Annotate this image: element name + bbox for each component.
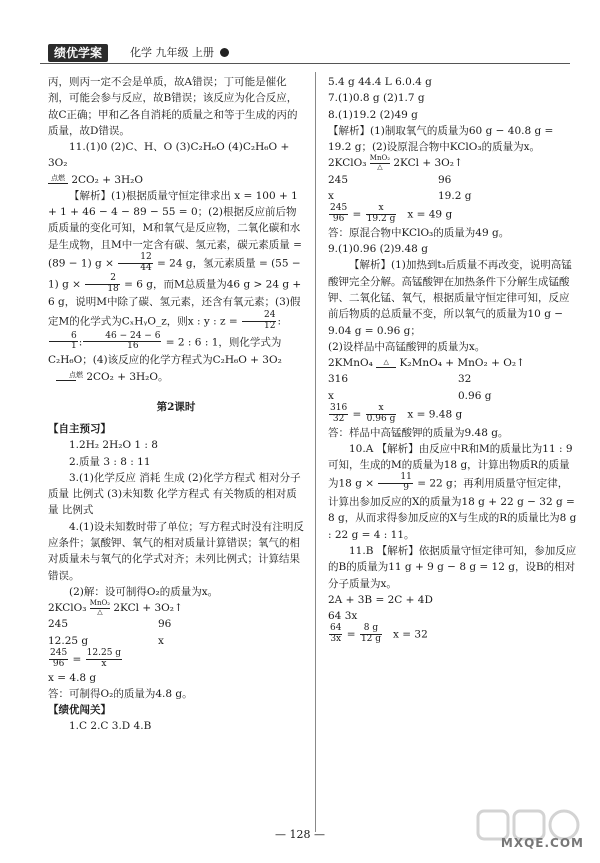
answer-7: 7.(1)0.8 g (2)1.7 g	[328, 92, 425, 105]
preview-1: 1.2H₂ 2H₂O 1 : 8	[69, 439, 158, 452]
right-column	[328, 74, 578, 645]
left-column	[48, 74, 304, 735]
denominator: 9	[403, 483, 409, 494]
denominator: 18	[107, 283, 119, 294]
header-info	[130, 44, 229, 62]
arrow-icon	[48, 183, 68, 184]
numerator: 6	[49, 332, 78, 343]
denominator: 12	[264, 320, 276, 331]
fraction	[366, 204, 397, 225]
mass-value: 96	[438, 173, 452, 186]
numerator: 245	[330, 203, 348, 214]
section-title: 第2课时	[156, 400, 196, 413]
heat-symbol: △	[97, 608, 103, 617]
value-row	[328, 188, 578, 204]
given-value: 19.2 g	[438, 189, 472, 202]
explanation-part: = 6 g，而M总质量为46 g > 24 g + 6 g，说明M中除了碳、氢元素，还含有氧元素；(3)假定M的化学式为CₓHᵧO_z，则x : y : z =	[48, 278, 302, 328]
header-rule	[40, 63, 570, 64]
catalyst-text: MnO₂	[369, 154, 391, 163]
subsection-preview: 【自主预习】	[48, 423, 111, 436]
numerator: 8 g	[360, 624, 382, 635]
column-divider	[315, 72, 316, 832]
heat-symbol: △	[377, 163, 383, 172]
reaction-condition	[90, 600, 110, 616]
denominator: 96	[52, 658, 65, 669]
fraction	[329, 404, 348, 425]
result: x = 4.8 g	[48, 671, 97, 684]
reactant-text: 2KClO₃	[48, 602, 87, 615]
explanation-11: 【解析】(1)根据质量守恒定律求出 x = 100 + 1 + 1 + 46 − 4 − 89 − 55 = 0；(2)根据反应前后物质质量的变化可知，M和氧气是反应物，二氧化碳和水是生成物，且M中一定含有碳、氢元素，碳元素质量 = (89 − 1) g × $\frac{12}{44}$ = 24 g，氢元素质量 = (55 − 1) g × $\frac{2}{18}$ = 6 g，而M总质量为46 g > 24 g + 6 g，说明M中除了碳、氢元素，还含有氧元素；(3)假定M的化学式为CₓHᵧO_z，则x : y : z = $\frac{24}{12}$ : $\frac{6}{1}$ : $\frac{46 - 24 - 6}{16}$ = 2 : 6 : 1，则化学式为C₂H₆O；(4)该反应的化学方程式为C₂H₆O + 3O₂ 点燃 2CO₂ + 3H₂O。	[48, 189, 302, 383]
denominator: 16	[127, 341, 139, 352]
result: x = 49 g	[407, 208, 453, 221]
reactant-text: 2KMnO₄	[328, 357, 373, 370]
subsection-challenge: 【绩优闯关】	[48, 704, 111, 717]
fraction	[329, 624, 342, 645]
answer-11	[48, 139, 304, 172]
proportion: $\frac{316}{32}$ = $\frac{x}{0.96 g}$ x = 9.48 g	[330, 402, 463, 424]
given-value: x	[158, 634, 164, 647]
denominator: 44	[140, 262, 152, 273]
numerator: x	[366, 404, 397, 415]
brand-label: 绩优学案	[48, 44, 108, 62]
preview-4: 4.(1)设未知数时带了单位；写方程式时没有注明反应条件；氯酸钾、氧气的相对质量计算错误；氧气的相对质量未与氧气的化学式对齐；未列比例式；计算结果错误。	[48, 520, 304, 582]
numerator: x	[366, 204, 397, 215]
reaction-condition	[370, 155, 390, 171]
fraction	[118, 253, 152, 274]
mass-value: 245	[328, 173, 349, 186]
fraction	[329, 204, 348, 225]
challenge-answers: 1.C 2.C 3.D 4.B	[69, 720, 152, 733]
result: x = 9.48 g	[407, 408, 463, 421]
explanation-part: = 22 g；再利用质量守恒定律，计算出参加反应的X的质量为18 g + 22 g − 32 g = 8 g，从而求得参加反应的X与生成的R的质量比为8 g : 22 g = 4 : 11。	[328, 477, 577, 541]
mass-value: 32	[458, 373, 472, 386]
page-header	[40, 44, 570, 64]
fraction	[49, 649, 68, 670]
value-row	[328, 388, 578, 404]
condition-text: 点燃	[69, 371, 83, 380]
denominator: 32	[332, 413, 345, 424]
explanation-part: = 24 g，氢元素质量 = (55 − 1) g ×	[48, 257, 301, 291]
fraction	[49, 332, 78, 353]
numerator: 2	[85, 274, 119, 285]
explanation-part: 2CO₂ + 3H₂O。	[86, 370, 169, 383]
denominator: 96	[332, 214, 345, 225]
products-text: 2CO₂ + 3H₂O	[71, 173, 144, 186]
answer-10	[328, 441, 578, 543]
header-info-text: 化学 九年级 上册	[130, 46, 214, 59]
condition-text: 点燃	[51, 174, 65, 183]
denominator: 3x	[330, 634, 342, 645]
explanation-8: 【解析】(1)制取氧气的质量为60 g − 40.8 g = 19.2 g；(2)设原混合物中KClO₃的质量为x。	[328, 124, 554, 154]
reaction-condition	[48, 175, 68, 184]
explanation-part: 【解析】(1)根据质量守恒定律求出 x = 100 + 1 + 1 + 46 − 4 − 89 − 55 = 0；(2)根据反应前后物质质量的变化可知，M和氧气是反应物，二氧化碳和水是生成物，且M中一定含有碳、氢元素，碳元素质量 = (89 − 1) g ×	[48, 189, 302, 270]
answer-5-6: 5.4 g 44.4 L 6.0.4 g	[328, 76, 432, 88]
denominator: 1	[71, 341, 77, 352]
equation-line-2	[328, 355, 578, 371]
value-row	[48, 633, 304, 649]
fraction	[378, 473, 412, 494]
numerator: 245	[50, 647, 68, 658]
fraction	[366, 404, 397, 425]
product-text: 2KCl + 3O₂↑	[393, 157, 463, 170]
answer-sentence: 答：可制得O₂的质量为4.8 g。	[48, 687, 193, 700]
dot-icon	[220, 48, 229, 57]
equation-line	[48, 600, 304, 616]
answer-11-text: 11.(1)0 (2)C、H、O (3)C₂H₆O (4)C₂H₆O + 3O₂	[48, 141, 290, 170]
mass-row	[328, 371, 578, 387]
preview-4-2: (2)解：设可制得O₂的质量为x。	[69, 585, 219, 598]
proportion: $\frac{245}{96}$ = $\frac{12.25 g}{x}$	[50, 647, 122, 669]
numerator: 316	[330, 402, 348, 413]
numerator: 64	[330, 623, 342, 634]
denominator: x	[101, 658, 107, 669]
numerator: 46 − 24 − 6	[83, 332, 161, 343]
given-value: x	[328, 189, 334, 202]
denominator: 0.96 g	[366, 413, 396, 424]
fraction	[85, 274, 119, 295]
arrow-icon	[56, 380, 76, 381]
proportion: $\frac{64}{3x}$ = $\frac{8 g}{12 g}$ x = 32	[330, 623, 428, 645]
equation-11-mass: 64 3x	[328, 610, 358, 623]
fraction	[242, 311, 276, 332]
mass-row	[328, 172, 578, 188]
proportion: $\frac{245}{96}$ = $\frac{x}{19.2 g}$ x = 49 g	[330, 203, 453, 225]
reaction-condition	[48, 372, 83, 381]
product-text: 2KCl + 3O₂↑	[113, 602, 183, 615]
equation-11: 2A + 3B = 2C + 4D	[328, 593, 433, 606]
given-value: 12.25 g	[48, 634, 89, 647]
watermark-text: MXQE.COM	[500, 836, 584, 851]
reactant-text: 2KClO₃	[328, 157, 367, 170]
heat-symbol: △	[383, 357, 389, 366]
result: x = 32	[393, 628, 428, 641]
arrow-icon	[376, 367, 396, 368]
catalyst-text: MnO₂	[89, 599, 111, 608]
given-value: 0.96 g	[458, 389, 492, 402]
fraction	[83, 332, 161, 353]
answer-11-products	[48, 172, 304, 188]
answer-11b: 11.B 【解析】依据质量守恒定律可知，参加反应的B的质量为11 g + 9 g − 8 g = 12 g，设B的相对分子质量为x。	[328, 544, 577, 590]
answer-9: 9.(1)0.96 (2)9.48 g	[328, 243, 428, 256]
mass-value: 245	[48, 618, 69, 631]
explanation-9: 【解析】(1)加热到t₃后质量不再改变，说明高锰酸钾完全分解。高锰酸钾在加热条件下分解生成锰酸钾、二氧化锰、氧气，根据质量守恒定律可知，反应前后物质的总质量不变，所以氧气的质量为10 g − 9.04 g = 0.96 g；	[328, 259, 572, 337]
equation-line	[328, 155, 578, 171]
product-text: K₂MnO₄ + MnO₂ + O₂↑	[399, 357, 525, 370]
fraction	[86, 649, 122, 670]
reaction-condition	[376, 359, 396, 368]
given-value: x	[328, 389, 334, 402]
denominator: 12 g	[360, 634, 382, 645]
explanation-9-2: (2)设样品中高锰酸钾的质量为x。	[328, 340, 486, 353]
fraction	[360, 624, 382, 645]
preview-2: 2.质量 3 : 8 : 11	[69, 455, 151, 468]
answer-sentence: 答：原混合物中KClO₃的质量为49 g。	[328, 226, 510, 239]
page-number: — 128 —	[275, 828, 325, 841]
numerator: 12.25 g	[86, 647, 122, 658]
mass-value: 96	[158, 618, 172, 631]
explanation-part: = 2 : 6 : 1，则化学式为C₂H₆O；(4)该反应的化学方程式为C₂H₆O + 3O₂	[48, 335, 282, 367]
denominator: 19.2 g	[366, 214, 396, 225]
preview-3: 3.(1)化学反应 消耗 生成 (2)化学方程式 相对分子质量 比例式 (3)未知数 化学方程式 有关物质的相对质量 比例式	[48, 471, 301, 517]
numerator: 11	[378, 473, 412, 484]
numerator: 24	[242, 311, 276, 322]
numerator: 12	[118, 253, 152, 264]
mass-row	[48, 616, 304, 632]
paragraph-continued: 丙，则丙一定不会是单质，故A错误；丁可能是催化剂，可能会参与反应，故B错误；该反应为化合反应，故C正确；甲和乙各自消耗的质量之和等于生成的丙的质量，故D错误。	[48, 76, 298, 137]
answer-sentence: 答：样品中高锰酸钾的质量为9.48 g。	[328, 426, 509, 439]
mass-value: 316	[328, 373, 349, 386]
answer-8: 8.(1)19.2 (2)49 g	[328, 108, 418, 121]
explanation-part: 10.A 【解析】由反应中R和M的质量比为11 : 9可知，生成的M的质量为18 g，计算出物质R的质量为18 g ×	[328, 442, 573, 490]
